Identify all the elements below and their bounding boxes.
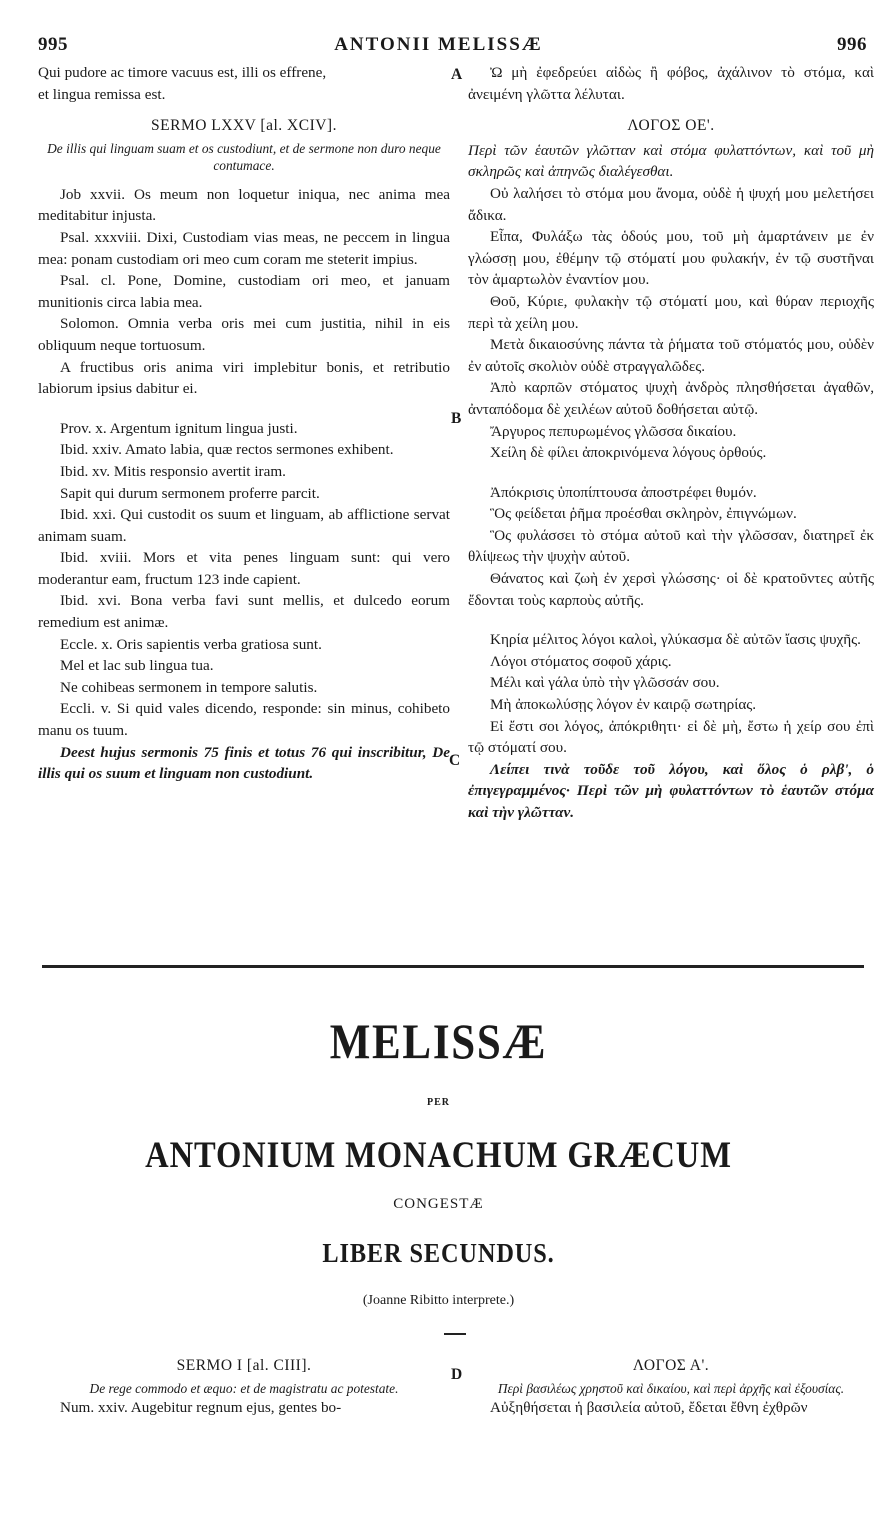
greek-column xyxy=(468,62,874,824)
section-letter-d: D xyxy=(451,1366,463,1383)
sermo-i-subtitle: De rege commodo et æquo: et de magistratu ac potestate. xyxy=(89,1380,399,1396)
greek-paragraph: Εἰ ἔστι σοι λόγος, ἀπόκριθητι· εἰ δὲ μὴ, ἔστω ἡ χείρ σου ἐπὶ τῷ στόματί σου. xyxy=(468,717,874,757)
greek-paragraph: Ἀπὸ καρπῶν στόματος ψυχὴ ἀνδρὸς πλησθήσεται ἀγαθῶν, ἀνταπόδομα δὲ χειλέων αὐτοῦ δοθήσεται αὐτῷ. xyxy=(468,379,874,418)
greek-paragraph: Θοῦ, Κύριε, φυλακὴν τῷ στόματί μου, καὶ θύραν περιοχῆς περὶ τὰ χείλη μου. xyxy=(468,292,874,332)
latin-paragraph: Ibid. xviii. Mors et vita penes linguam sunt: qui vero moderantur eam, fructum 123 inde capient. xyxy=(38,549,450,588)
latin-paragraph: Sapit qui durum sermonem proferre parcit. xyxy=(60,484,320,502)
section-letter-a: A xyxy=(451,66,463,83)
greek-paragraph: Μέλι καὶ γάλα ὑπὸ τὴν γλῶσσάν σου. xyxy=(490,674,720,692)
section-divider-rule xyxy=(42,965,864,968)
logos-heading: ΛΟΓΟΣ ΟΕ'. xyxy=(627,117,715,135)
interpreter-line: (Joanne Ribitto interprete.) xyxy=(362,1293,515,1308)
logos-a-subtitle: Περὶ βασιλέως χρηστοῦ καὶ δικαίου, καὶ περὶ ἀρχῆς καὶ ἐξουσίας. xyxy=(497,1380,845,1396)
sermo-heading: SERMO LXXV [al. XCIV]. xyxy=(151,117,337,135)
section-letter-b: B xyxy=(451,410,462,427)
author-line: ANTONIUM MONACHUM GRÆCUM xyxy=(145,1135,732,1176)
section-letter-c: C xyxy=(449,752,461,769)
logos-subtitle: Περὶ τῶν ἑαυτῶν γλῶτταν καὶ στόμα φυλαττόντων, καὶ τοῦ μὴ σκληρῶς καὶ ἀπηνῶς διαλέγεσθαι. xyxy=(468,141,874,181)
greek-closing-note: Λείπει τινὰ τοῦδε τοῦ λόγου, καὶ ὅλος ὁ ρλβ', ὁ ἐπιγεγραμμένος· Περὶ τῶν μὴ φυλαττόντων τὸ ἑαυτῶν στόμα καὶ τὴν γλῶτταν. xyxy=(468,760,874,821)
logos-a-first-line: Αὐξηθήσεται ἡ βασιλεία αὐτοῦ, ἔδεται ἔθνη ἐχθρῶν xyxy=(490,1398,808,1416)
latin-closing-note: Deest hujus sermonis 75 finis et totus 76 qui inscribitur, De illis qui os suum et linguam non custodiunt. xyxy=(38,743,450,783)
greek-paragraph: Χείλη δὲ φίλει ἀποκρινόμενα λόγους ὀρθούς. xyxy=(490,444,767,462)
latin-paragraph: Job xxvii. Os meum non loquetur iniqua, nec anima mea meditabitur injusta. xyxy=(38,185,450,225)
latin-paragraph: Ibid. xxi. Qui custodit os suum et linguam, ab afflictione servat animam suam. xyxy=(38,506,450,545)
latin-paragraph: Mel et lac sub lingua tua. xyxy=(60,657,214,675)
latin-paragraph: Ne cohibeas sermonem in tempore salutis. xyxy=(60,678,318,696)
greek-paragraph: Ὃς φυλάσσει τὸ στόμα αὐτοῦ καὶ τὴν γλῶσσαν, διατηρεῖ ἐκ θλίψεως τὴν ψυχὴν αὐτοῦ. xyxy=(468,526,874,566)
greek-paragraph: Λόγοι στόματος σοφοῦ χάρις. xyxy=(490,652,672,670)
greek-paragraph: Μὴ ἀποκωλύσῃς λόγον ἐν καιρῷ σωτηρίας. xyxy=(490,696,757,714)
greek-paragraph: Οὐ λαλήσει τὸ στόμα μου ἄνομα, οὐδὲ ἡ ψυχή μου μελετήσει ἄδικα. xyxy=(468,184,874,224)
latin-paragraph: Eccle. x. Oris sapientis verba gratiosa sunt. xyxy=(60,635,322,653)
bottom-latin-column xyxy=(38,1355,450,1418)
latin-paragraph: Prov. x. Argentum ignitum lingua justi. xyxy=(60,419,298,437)
greek-intro: Ὠ μὴ ἐφεδρεύει αἰδὼς ἢ φόβος, ἀχάλινον τὸ στόμα, καὶ ἀνειμένη γλῶττα λέλυται. xyxy=(468,64,874,103)
latin-paragraph: Eccli. v. Si quid vales dicendo, responde: sin minus, cohibeto manu os tuum. xyxy=(38,700,450,740)
latin-paragraph: Ibid. xvi. Bona verba favi sunt mellis, et dulcedo eorum remedium est animæ. xyxy=(38,592,450,632)
latin-paragraph: Solomon. Omnia verba oris mei cum justitia, nihil in eis obliquum neque tortuosum. xyxy=(38,315,450,354)
greek-paragraph: Θάνατος καὶ ζωὴ ἐν χερσὶ γλώσσης· οἱ δὲ κρατοῦντες αὐτῆς ἔδονται τοὺς καρποὺς αὐτῆς. xyxy=(468,570,874,609)
latin-intro-line-2: et lingua remissa est. xyxy=(38,85,166,103)
latin-paragraph: A fructibus oris anima viri implebitur bonis, et retributio labiorum ipsius dabitur ei. xyxy=(38,358,450,398)
running-title: ANTONII MELISSÆ xyxy=(334,34,543,55)
book-title: MELISSÆ xyxy=(329,1013,548,1069)
latin-paragraph: Ibid. xxiv. Amato labia, quæ rectos sermones exhibent. xyxy=(60,441,394,459)
sermo-subtitle: De illis qui linguam suam et os custodiunt, et de sermone non duro neque contumace. xyxy=(47,140,441,173)
title-short-rule xyxy=(444,1333,466,1335)
greek-paragraph: Ἀπόκρισις ὑποπίπτουσα ἀποστρέφει θυμόν. xyxy=(490,483,757,501)
greek-paragraph: Μετὰ δικαιοσύνης πάντα τὰ ῥήματα τοῦ στόματός μου, οὐδὲν ἐν αὐτοῖς σκολιὸν οὐδὲ στραγγαλῶδες. xyxy=(468,336,874,375)
sermo-i-first-line: Num. xxiv. Augebitur regnum ejus, gentes bo- xyxy=(60,1398,342,1416)
greek-paragraph: Ὃς φείδεται ῥῆμα προέσθαι σκληρὸν, ἐπιγνώμων. xyxy=(490,505,797,523)
latin-paragraph: Psal. xxxviii. Dixi, Custodiam vias meas, ne peccem in lingua mea: ponam custodiam ori meo cum coram me steterit impius. xyxy=(38,228,450,268)
logos-a-heading: ΛΟΓΟΣ Α'. xyxy=(632,1357,710,1374)
greek-paragraph: Ἄργυρος πεπυρωμένος γλῶσσα δικαίου. xyxy=(490,422,737,440)
sermo-i-heading: SERMO I [al. CIII]. xyxy=(176,1357,312,1374)
page-number-left: 995 xyxy=(38,34,68,55)
latin-intro-line-1: Qui pudore ac timore vacuus est, illi os effrene, xyxy=(38,64,327,81)
latin-paragraph: Psal. cl. Pone, Domine, custodiam ori meo, et januam munitionis circa labia mea. xyxy=(38,272,450,311)
liber-heading: LIBER SECUNDUS. xyxy=(322,1238,555,1268)
title-congestae: CONGESTÆ xyxy=(393,1196,484,1212)
latin-paragraph: Ibid. xv. Mitis responsio avertit iram. xyxy=(60,462,286,480)
title-per: PER xyxy=(427,1097,450,1108)
latin-column xyxy=(38,62,450,785)
page-number-right: 996 xyxy=(837,34,867,55)
bottom-greek-column xyxy=(468,1355,874,1418)
greek-paragraph: Κηρία μέλιτος λόγοι καλοὶ, γλύκασμα δὲ αὐτῶν ἴασις ψυχῆς. xyxy=(490,631,861,649)
greek-paragraph: Εἶπα, Φυλάξω τὰς ὁδούς μου, τοῦ μὴ ἁμαρτάνειν με ἐν γλώσσῃ μου, ἐθέμην τῷ στόματί μου φυλακήν, ἐν τῷ συστῆναι τὸν ἁμαρτωλὸν ἐναντίον μου. xyxy=(468,228,874,289)
